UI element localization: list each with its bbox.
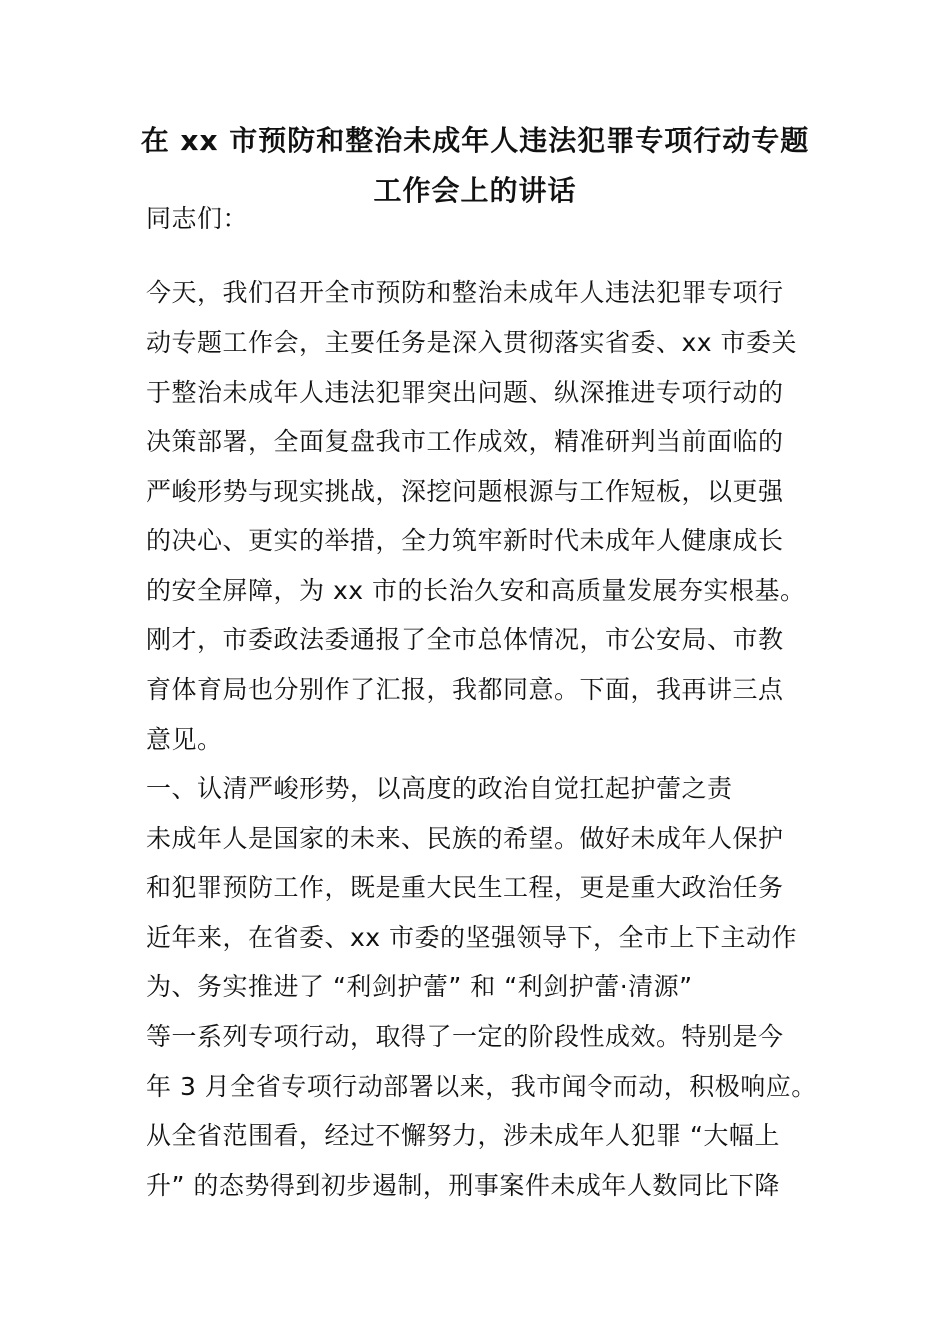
body-line: 的安全屏障，为 xx 市的长治久安和高质量发展夯实根基。 [146, 576, 806, 605]
body-line: 升” 的态势得到初步遏制，刑事案件未成年人数同比下降 [146, 1171, 780, 1200]
document-title-line-2: 工作会上的讲话 [373, 174, 577, 207]
body-line: 意见。 [146, 725, 223, 754]
document-title-line-1: 在 xx 市预防和整治未成年人违法犯罪专项行动专题 [140, 124, 810, 157]
body-line: 决策部署，全面复盘我市工作成效，精准研判当前面临的 [146, 427, 784, 456]
body-line: 的决心、更实的举措，全力筑牢新时代未成年人健康成长 [146, 526, 784, 555]
body-line: 育体育局也分别作了汇报，我都同意。下面，我再讲三点 [146, 675, 784, 704]
body-line: 严峻形势与现实挑战，深挖问题根源与工作短板，以更强 [146, 477, 784, 506]
body-line: 于整治未成年人违法犯罪突出问题、纵深推进专项行动的 [146, 378, 784, 407]
body-line: 刚才，市委政法委通报了全市总体情况，市公安局、市教 [146, 625, 784, 654]
salutation: 同志们： [146, 204, 249, 233]
body-line: 未成年人是国家的未来、民族的希望。做好未成年人保护 [146, 824, 784, 853]
body-line: 和犯罪预防工作，既是重大民生工程，更是重大政治任务 [146, 873, 784, 902]
body-line: 等一系列专项行动，取得了一定的阶段性成效。特别是今 [146, 1022, 784, 1051]
body-line: 为、务实推进了 “利剑护蕾” 和 “利剑护蕾·清源” [146, 972, 693, 1001]
body-line: 今天，我们召开全市预防和整治未成年人违法犯罪专项行 [146, 278, 784, 307]
body-line: 近年来，在省委、xx 市委的坚强领导下，全市上下主动作 [146, 923, 798, 952]
section-heading: 一、认清严峻形势，以高度的政治自觉扛起护蕾之责 [146, 774, 733, 803]
body-line: 年 3 月全省专项行动部署以来，我市闻令而动，积极响应。 [146, 1072, 817, 1101]
body-line: 动专题工作会，主要任务是深入贯彻落实省委、xx 市委关 [146, 328, 798, 357]
body-line: 从全省范围看，经过不懈努力，涉未成年人犯罪 “大幅上 [146, 1121, 780, 1150]
